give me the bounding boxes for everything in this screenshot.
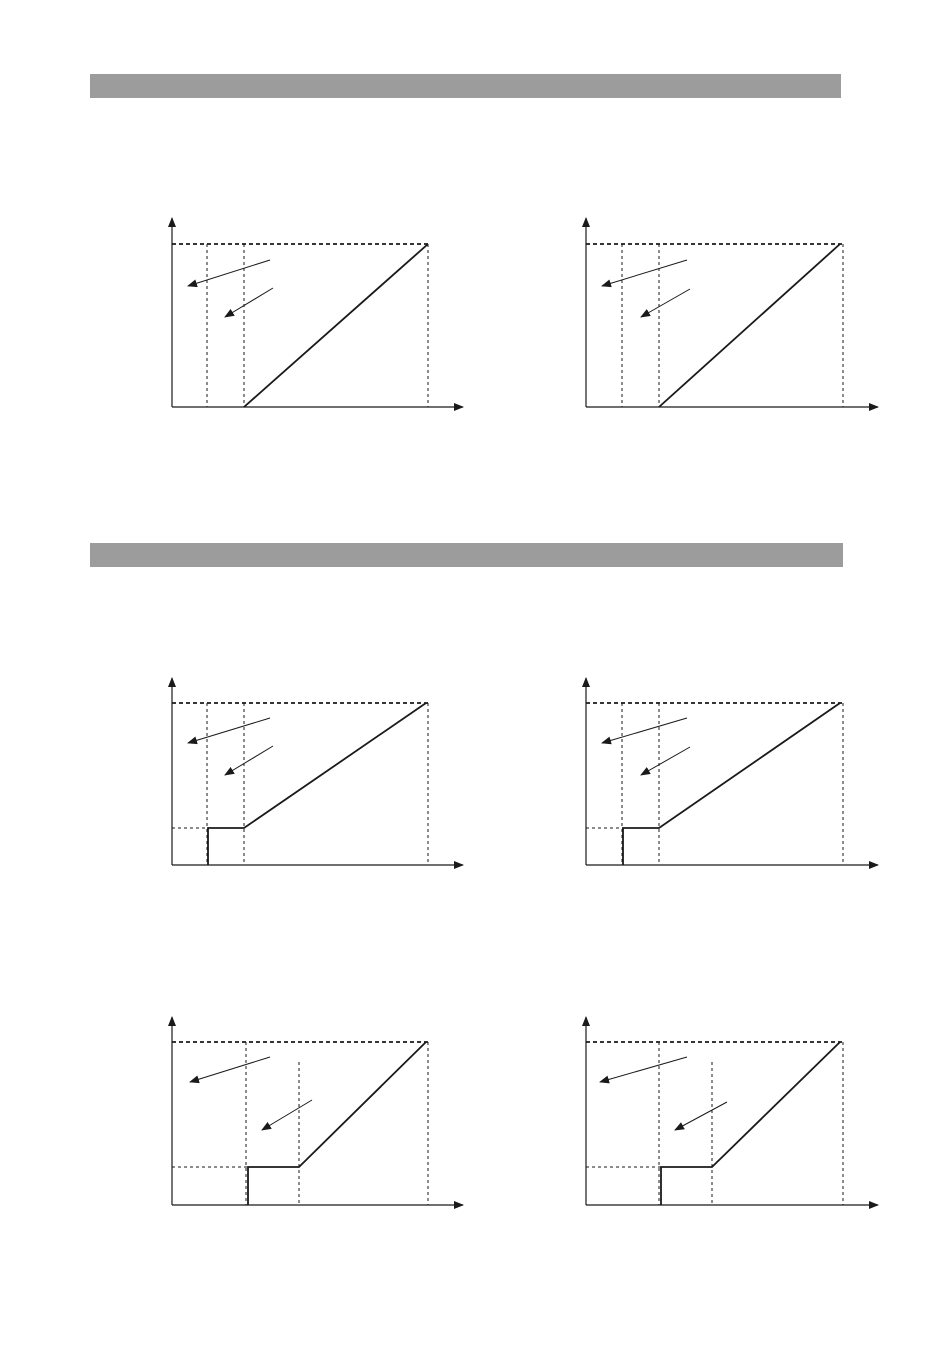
- pointer-arrow-1: [188, 718, 270, 743]
- graph-1: [172, 218, 463, 407]
- graph-4: [586, 678, 878, 865]
- pointer-arrow-2: [225, 746, 273, 775]
- graph-2: [586, 218, 878, 407]
- graph-5: [172, 1017, 463, 1205]
- pointer-arrow-1: [602, 260, 687, 286]
- pointer-arrow-1: [188, 260, 270, 286]
- pointer-arrow-2: [641, 289, 690, 317]
- pointer-arrow-2: [675, 1102, 727, 1130]
- pointer-arrow-1: [190, 1057, 270, 1082]
- pointer-arrow-1: [602, 718, 687, 743]
- graph-3: [172, 678, 463, 865]
- pointer-arrow-2: [225, 288, 273, 317]
- graph-6: [586, 1017, 878, 1205]
- ramp-line: [244, 244, 428, 407]
- pointer-arrow-1: [600, 1057, 687, 1082]
- ramp-line: [659, 244, 840, 407]
- pointer-arrow-2: [641, 747, 690, 775]
- pointer-arrow-2: [262, 1100, 312, 1130]
- step-ramp-line: [248, 1042, 426, 1205]
